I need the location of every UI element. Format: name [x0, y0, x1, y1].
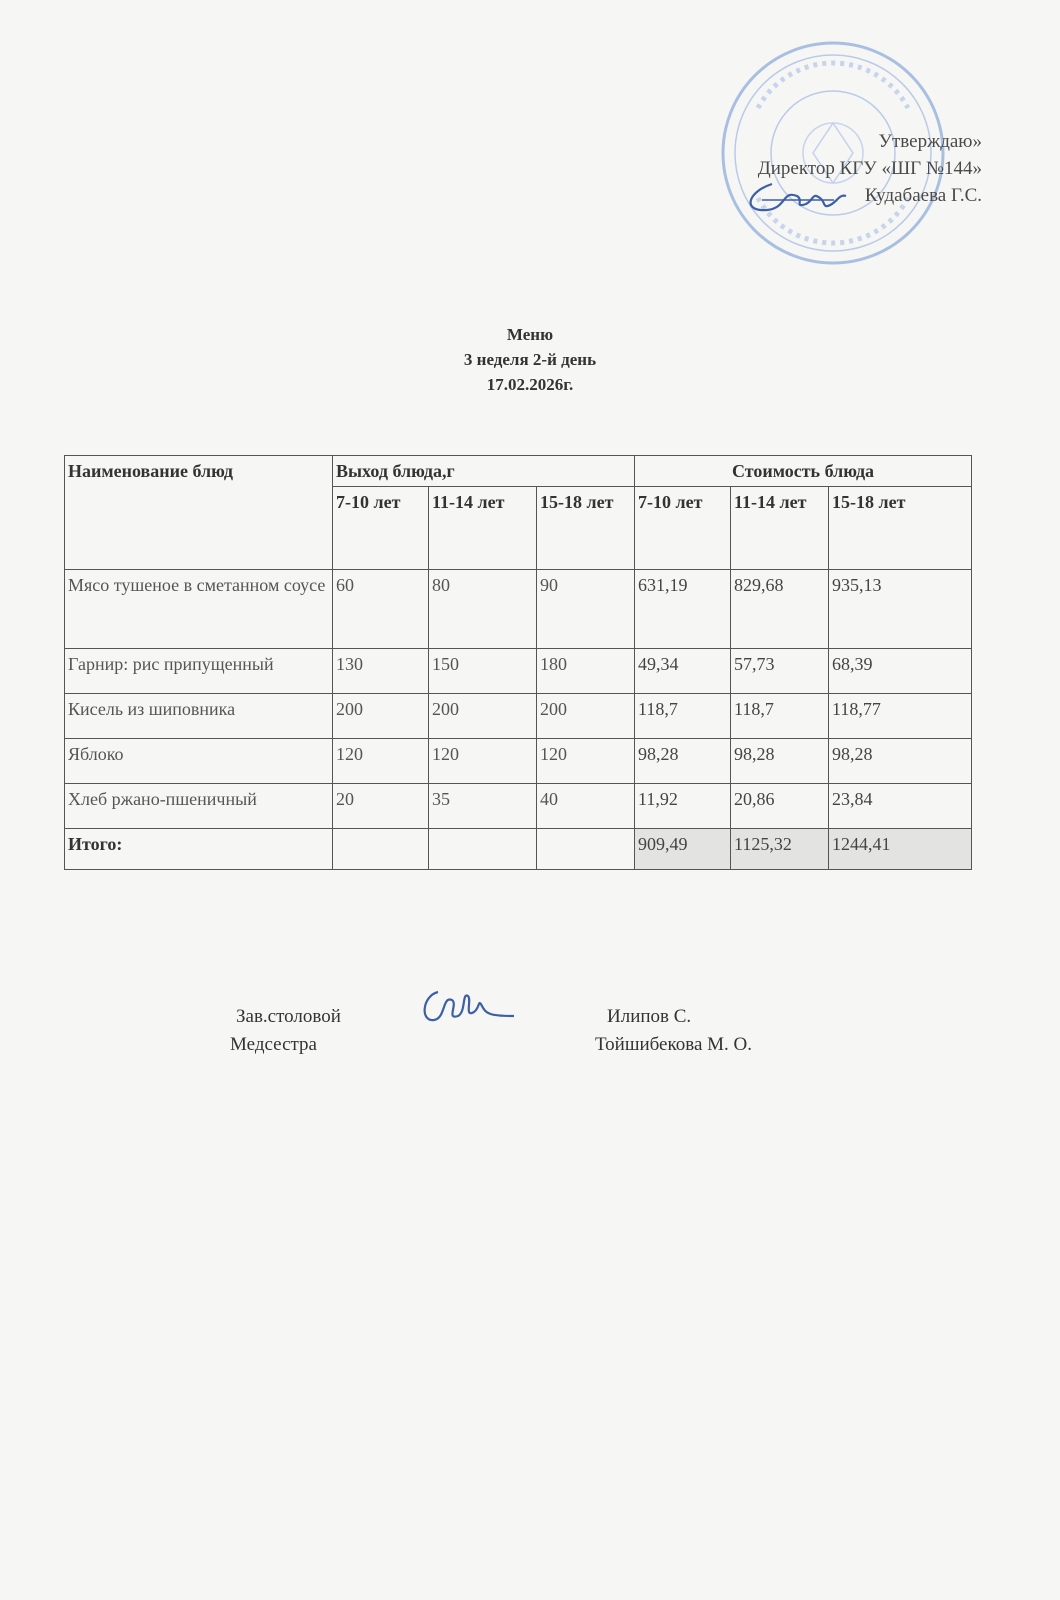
cost-value: 98,28 — [829, 739, 972, 784]
subheader-output-age: 7-10 лет — [333, 487, 429, 570]
title-line-1: Меню — [506, 325, 554, 344]
total-label: Итого: — [65, 829, 333, 870]
cost-value: 118,7 — [635, 694, 731, 739]
output-value: 120 — [333, 739, 429, 784]
table-total-row — [65, 829, 972, 870]
cost-value: 20,86 — [731, 784, 829, 829]
dish-name: Гарнир: рис припущенный — [65, 649, 333, 694]
dish-name: Хлеб ржано-пшеничный — [65, 784, 333, 829]
output-value: 200 — [537, 694, 635, 739]
table-row — [65, 739, 972, 784]
cost-value: 829,68 — [731, 570, 829, 649]
title-line-2: 3 неделя 2-й день — [463, 350, 597, 369]
dish-name: Яблоко — [65, 739, 333, 784]
dish-name: Мясо тушеное в сметанном соусе — [65, 570, 333, 649]
output-value: 120 — [537, 739, 635, 784]
signature-roles — [230, 1003, 341, 1059]
approval-line-3: Кудабаева Г.С. — [864, 185, 982, 206]
output-value: 40 — [537, 784, 635, 829]
canteen-head-signature — [416, 982, 516, 1032]
subheader-output-age: 15-18 лет — [537, 487, 635, 570]
menu-table — [64, 455, 972, 870]
table-row — [65, 784, 972, 829]
total-cost-value: 1244,41 — [829, 829, 972, 870]
output-value: 120 — [429, 739, 537, 784]
total-output-empty — [429, 829, 537, 870]
output-value: 90 — [537, 570, 635, 649]
table-row — [65, 694, 972, 739]
cost-value: 631,19 — [635, 570, 731, 649]
role-canteen-head: Зав.столовой — [236, 1006, 341, 1027]
output-value: 150 — [429, 649, 537, 694]
table-row — [65, 570, 972, 649]
output-value: 60 — [333, 570, 429, 649]
total-cost-value: 1125,32 — [731, 829, 829, 870]
director-signature — [742, 172, 852, 222]
output-value: 130 — [333, 649, 429, 694]
cost-value: 23,84 — [829, 784, 972, 829]
cost-value: 118,7 — [731, 694, 829, 739]
cost-value: 935,13 — [829, 570, 972, 649]
dish-name: Кисель из шиповника — [65, 694, 333, 739]
output-value: 80 — [429, 570, 537, 649]
role-nurse: Медсестра — [230, 1034, 317, 1055]
total-output-empty — [333, 829, 429, 870]
name-canteen-head: Илипов С. — [607, 1006, 692, 1027]
subheader-output-age: 11-14 лет — [429, 487, 537, 570]
header-cost: Стоимость блюда — [635, 456, 972, 487]
total-cost-value: 909,49 — [635, 829, 731, 870]
output-value: 180 — [537, 649, 635, 694]
output-value: 35 — [429, 784, 537, 829]
output-value: 200 — [333, 694, 429, 739]
approval-line-2: Директор КГУ «ШГ №144» — [757, 158, 982, 179]
subheader-cost-age: 15-18 лет — [829, 487, 972, 570]
cost-value: 49,34 — [635, 649, 731, 694]
cost-value: 68,39 — [829, 649, 972, 694]
subheader-cost-age: 7-10 лет — [635, 487, 731, 570]
title-line-3: 17.02.2026г. — [486, 375, 574, 394]
name-nurse: Тойшибекова М. О. — [595, 1034, 753, 1055]
output-value: 20 — [333, 784, 429, 829]
cost-value: 57,73 — [731, 649, 829, 694]
approval-line-1: Утверждаю» — [878, 131, 982, 152]
cost-value: 98,28 — [731, 739, 829, 784]
header-output: Выход блюда,г — [333, 456, 635, 487]
subheader-cost-age: 11-14 лет — [731, 487, 829, 570]
document-title — [0, 322, 1060, 397]
total-output-empty — [537, 829, 635, 870]
header-dish: Наименование блюд — [65, 456, 333, 570]
cost-value: 98,28 — [635, 739, 731, 784]
cost-value: 11,92 — [635, 784, 731, 829]
signature-names — [595, 1003, 752, 1059]
cost-value: 118,77 — [829, 694, 972, 739]
table-row — [65, 649, 972, 694]
output-value: 200 — [429, 694, 537, 739]
table-header-row — [65, 456, 972, 487]
